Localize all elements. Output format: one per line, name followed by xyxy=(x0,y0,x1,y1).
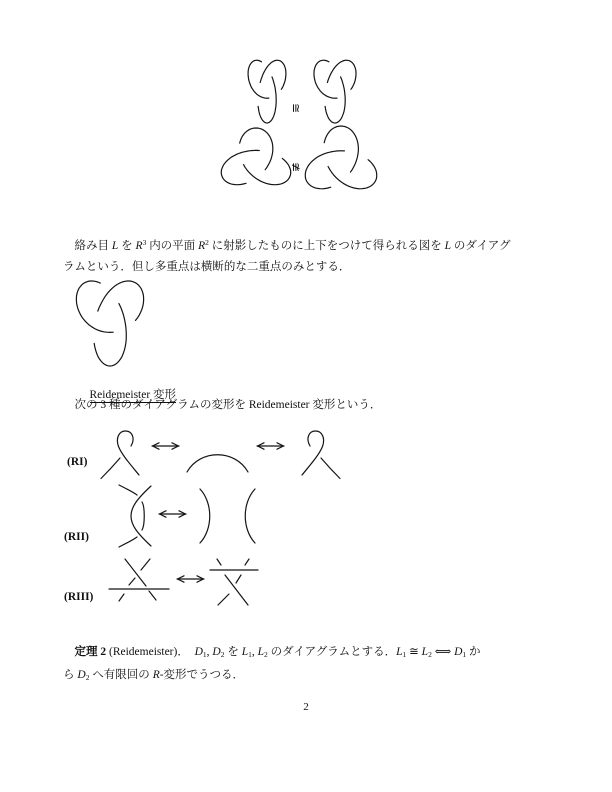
plain-arc xyxy=(187,455,248,472)
trefoil-bottom-left xyxy=(221,128,290,185)
double-arrow-icon xyxy=(177,576,204,582)
knot-equivalence-figure xyxy=(215,50,390,195)
double-arrow-icon xyxy=(159,511,186,517)
separated-arcs xyxy=(200,489,255,543)
paragraph-diagram-definition-line1: 絡み目 L を $R^3$ 内の平面 $R^2$ に射影したものに上下をつけて得られる図を L のダイアグ xyxy=(63,238,511,252)
triangle-move-left xyxy=(109,559,169,601)
reidemeister-intro-line: 次の 3 種のダイアグラムの変形を Reidemeister 変形という． xyxy=(63,399,382,411)
paragraph-diagram-definition-line2: ラムという．但し多重点は横断的な二重点のみとする． xyxy=(63,261,351,273)
trefoil-knot xyxy=(76,281,143,366)
trefoil-diagram-figure xyxy=(55,276,165,372)
congruent-symbol: ≅ xyxy=(289,102,304,114)
theorem-2-line2: ら $D_2$ へ有限回の R-変形でうつる． xyxy=(63,669,245,682)
section-heading-text: Reidemeister 変形 xyxy=(89,389,177,401)
knot-top-right xyxy=(314,60,356,123)
move-RIII-figure xyxy=(105,556,265,614)
trefoil-bottom-right xyxy=(305,126,376,189)
label-RIII: (RIII) xyxy=(64,591,94,603)
label-RI: (RI) xyxy=(67,456,88,468)
theorem-2-line1: 定理 2 (Reidemeister)． $D_1$, $D_2$ を $L_1$, $L_2$ のダイアグラムとする．$L_1$ ≅ $L_2$ ⟺ $D_1$ か xyxy=(63,646,481,659)
kink-right xyxy=(302,431,340,479)
poke-crossing xyxy=(119,485,151,547)
page-number: 2 xyxy=(303,701,309,713)
move-RI-figure xyxy=(95,427,345,481)
not-congruent-symbol: ≇ xyxy=(289,161,304,173)
triangle-move-right xyxy=(210,559,258,605)
knot-top-left xyxy=(248,60,286,123)
kink-left xyxy=(101,431,139,479)
double-arrow-icon xyxy=(152,443,179,449)
label-RII: (RII) xyxy=(64,531,89,543)
double-arrow-icon xyxy=(257,443,284,449)
move-RII-figure xyxy=(95,483,265,553)
